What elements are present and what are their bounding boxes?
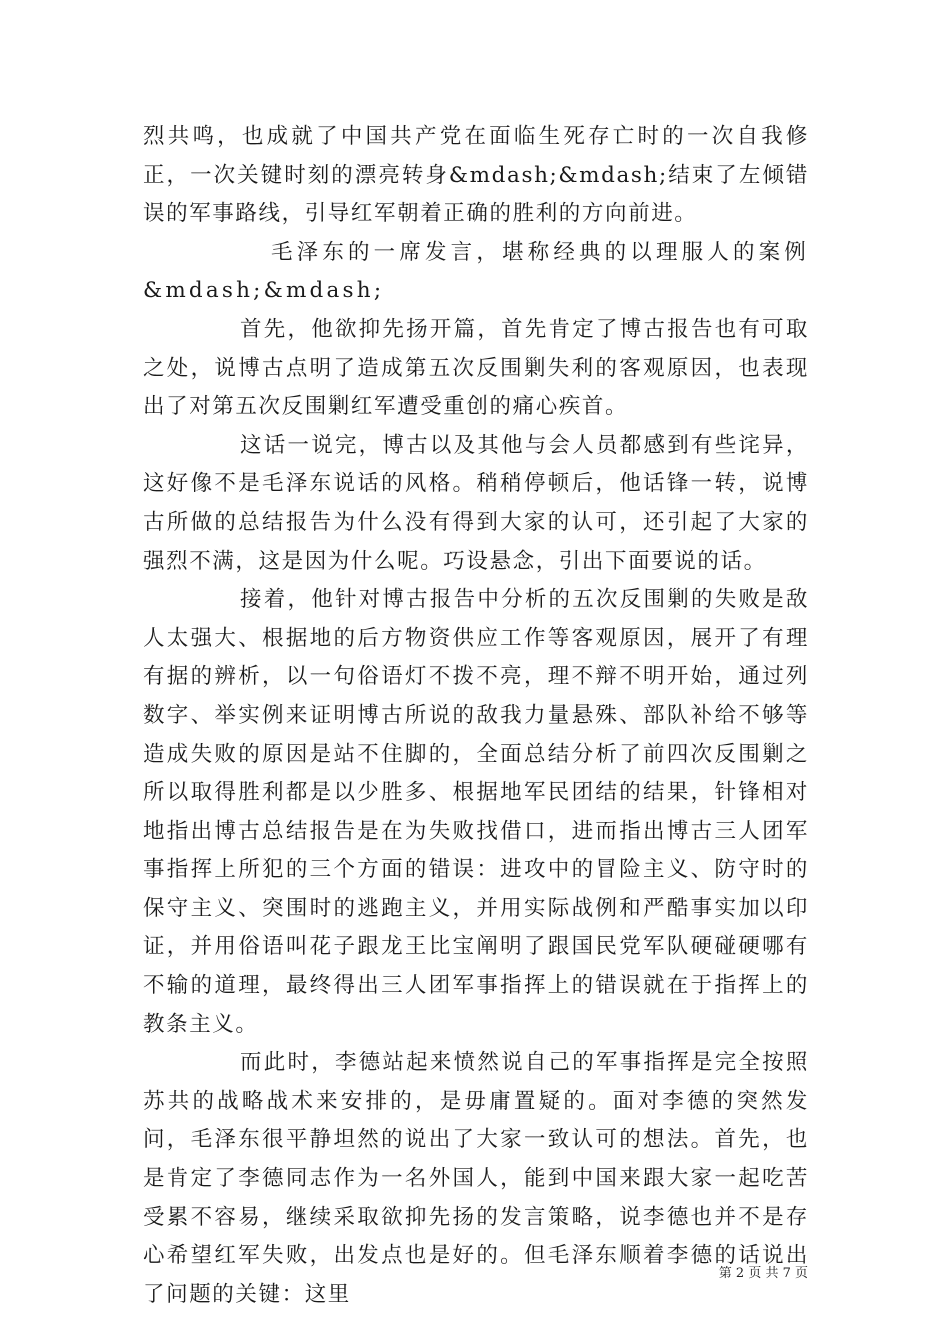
- paragraph-suspense: 这话一说完，博古以及其他与会人员都感到有些诧异，这好像不是毛泽东说话的风格。稍稍停顿后，他话锋一转，说博古所做的总结报告为什么没有得到大家的认可，还引起了大家的强烈不满，这是因为什么呢。巧设悬念，引出下面要说的话。: [143, 432, 809, 574]
- paragraph-analysis: 接着，他针对博古报告中分析的五次反围剿的失败是敌人太强大、根据地的后方物资供应工作等客观原因，展开了有理有据的辨析，以一句俗语灯不拨不亮，理不辩不明开始，通过列数字、举实例来证明博古所说的敌我力量悬殊、部队补给不够等造成失败的原因是站不住脚的，全面总结分析了前四次反围剿之所以取得胜利都是以少胜多、根据地军民团结的结果，针锋相对地指出博古总结报告是在为失败找借口，进而指出博古三人团军事指挥上所犯的三个方面的错误：进攻中的冒险主义、防守时的保守主义、突围时的逃跑主义，并用实际战例和严酷事实加以印证，并用俗语叫花子跟龙王比宝阐明了跟国民党军队硬碰硬哪有不输的道理，最终得出三人团军事指挥上的错误就在于指挥上的教条主义。: [143, 587, 809, 1037]
- page-number-footer: 第 2 页 共 7 页: [718, 1266, 808, 1281]
- document-body: [143, 118, 809, 1314]
- paragraph-li-de-response: 而此时，李德站起来愤然说自己的军事指挥是完全按照苏共的战略战术来安排的，是毋庸置疑的。面对李德的突然发问，毛泽东很平静坦然的说出了大家一致认可的想法。首先，也是肯定了李德同志作为一名外国人，能到中国来跟大家一起吃苦受累不容易，继续采取欲抑先扬的发言策略，说李德也并不是存心希望红军失败，出发点也是好的。但毛泽东顺着李德的话说出了问题的关键：这里: [143, 1050, 809, 1307]
- paragraph-mao-speech-intro: 毛泽东的一席发言，堪称经典的以理服人的案例&mdash;&mdash;: [143, 239, 809, 304]
- paragraph-first-point: 首先，他欲抑先扬开篇，首先肯定了博古报告也有可取之处，说博古点明了造成第五次反围剿失利的客观原因，也表现出了对第五次反围剿红军遭受重创的痛心疾首。: [143, 316, 809, 420]
- paragraph-continuation: 烈共鸣，也成就了中国共产党在面临生死存亡时的一次自我修正，一次关键时刻的漂亮转身&mdash;&mdash;结束了左倾错误的军事路线，引导红军朝着正确的胜利的方向前进。: [143, 124, 809, 227]
